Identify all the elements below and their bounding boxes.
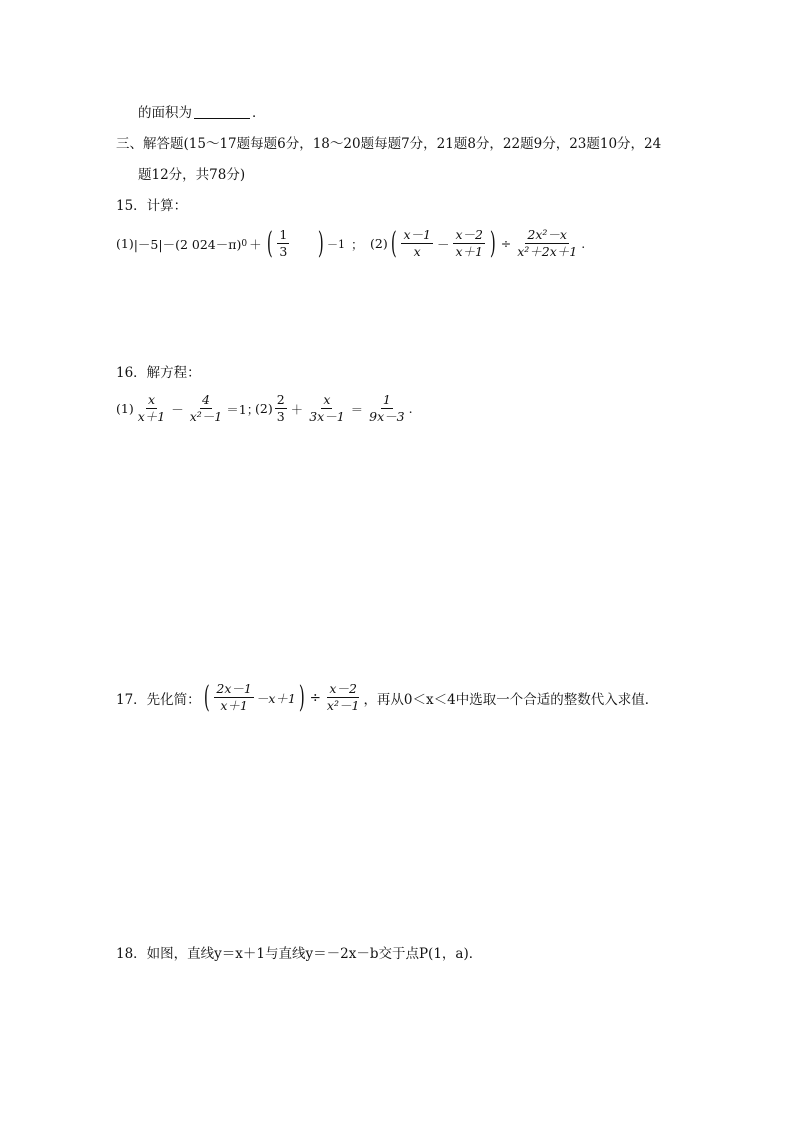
divide-sign: ÷ (309, 689, 321, 706)
fraction-denominator: x²＋2x＋1 (517, 244, 578, 259)
q17-fraction1 (214, 682, 253, 713)
q17-label: 17．先化简： (116, 691, 201, 708)
left-paren: ( (203, 679, 210, 715)
minus-sign: － (171, 401, 184, 417)
q17-tail: ，再从0＜x＜4中选取一个合适的整数代入求值． (363, 691, 659, 708)
fraction-numerator: 2x²－x (527, 227, 567, 242)
divide-sign: ÷ (500, 236, 512, 251)
q15-p1-plus: ＋ (249, 236, 262, 252)
q16-part1 (116, 393, 259, 424)
fraction-denominator: x²－1 (326, 698, 360, 713)
q15-p1-abs: |－5|－(2 024－π) (133, 236, 242, 252)
plus-sign: ＋ (290, 401, 304, 417)
right-paren: ) (489, 225, 496, 261)
q16-p2-fraction1 (275, 393, 287, 424)
section3-heading-line1: 三、解答题(15～17题每题6分，18～20题每题7分，21题8分，22题9分，23题10分，24 (116, 136, 662, 152)
fraction-numerator: 2 (276, 392, 285, 407)
q16-part2 (255, 393, 413, 424)
q17-rest: －x＋1 (255, 690, 296, 706)
fraction-numerator: x－2 (455, 227, 483, 242)
q17-line (116, 679, 659, 715)
fraction-numerator: x－1 (403, 227, 431, 242)
fraction-numerator: x (323, 392, 331, 407)
q16-p2-fraction2 (307, 393, 346, 424)
fraction-numerator: 4 (202, 392, 210, 407)
q15-title: 15．计算： (116, 198, 188, 214)
q15-p2-label: (2) (370, 236, 388, 251)
right-paren: ) (318, 225, 325, 261)
fraction-denominator: x²－1 (189, 409, 223, 424)
fraction-denominator: 9x－3 (369, 409, 405, 424)
q16-p1-rhs: ＝1； (226, 401, 260, 417)
fraction-denominator: x＋1 (137, 409, 166, 424)
q15-p1-label: (1) (116, 236, 134, 251)
q16-p1-fraction1 (136, 393, 168, 424)
fraction-denominator: x＋1 (455, 244, 483, 259)
fraction-denominator: 3 (279, 244, 288, 259)
fraction-denominator: 3x－1 (309, 409, 345, 424)
q17-fraction2 (325, 682, 362, 713)
left-paren: ( (390, 225, 397, 261)
period: . (408, 401, 413, 416)
q15-p1-fraction (277, 228, 289, 259)
q15-p1-exp: －1 (327, 237, 345, 251)
q16-p1-fraction2 (188, 393, 225, 424)
equals-sign: ＝ (350, 401, 364, 417)
q16-p2-fraction3 (367, 393, 406, 424)
q16-title: 16．解方程： (116, 365, 201, 381)
minus-sign: － (436, 236, 450, 252)
top-prefix: 的面积为 (138, 105, 192, 121)
left-paren: ( (266, 225, 273, 261)
fraction-numerator: 2x－1 (216, 681, 252, 696)
fraction-numerator: 1 (279, 227, 288, 242)
top-suffix: ． (252, 105, 266, 121)
q15-p2-fraction3 (515, 228, 579, 259)
fraction-numerator: x (147, 392, 155, 407)
q16-p2-label: (2) (255, 401, 273, 416)
fraction-numerator: x－2 (329, 681, 357, 696)
right-paren: ) (298, 679, 305, 715)
q15-part1 (116, 225, 364, 261)
q18-line: 18．如图，直线y＝x＋1与直线y＝－2x－b交于点P(1，a)． (116, 946, 483, 962)
q15-p1-sep: ； (351, 236, 364, 252)
q15-p2-fraction1 (401, 228, 433, 259)
top-answer-line (138, 103, 266, 123)
answer-blank[interactable] (194, 104, 250, 119)
q15-p2-fraction2 (453, 228, 485, 259)
q15-part2 (370, 225, 586, 261)
fraction-denominator: x＋1 (220, 698, 248, 713)
period: . (581, 236, 586, 251)
fraction-numerator: 1 (382, 392, 391, 407)
q15-p1-zero-exp: 0 (241, 238, 248, 249)
section3-heading-line2: 题12分，共78分) (138, 167, 246, 183)
fraction-denominator: x (413, 244, 421, 259)
q16-p1-label: (1) (116, 401, 134, 416)
fraction-denominator: 3 (276, 409, 285, 424)
